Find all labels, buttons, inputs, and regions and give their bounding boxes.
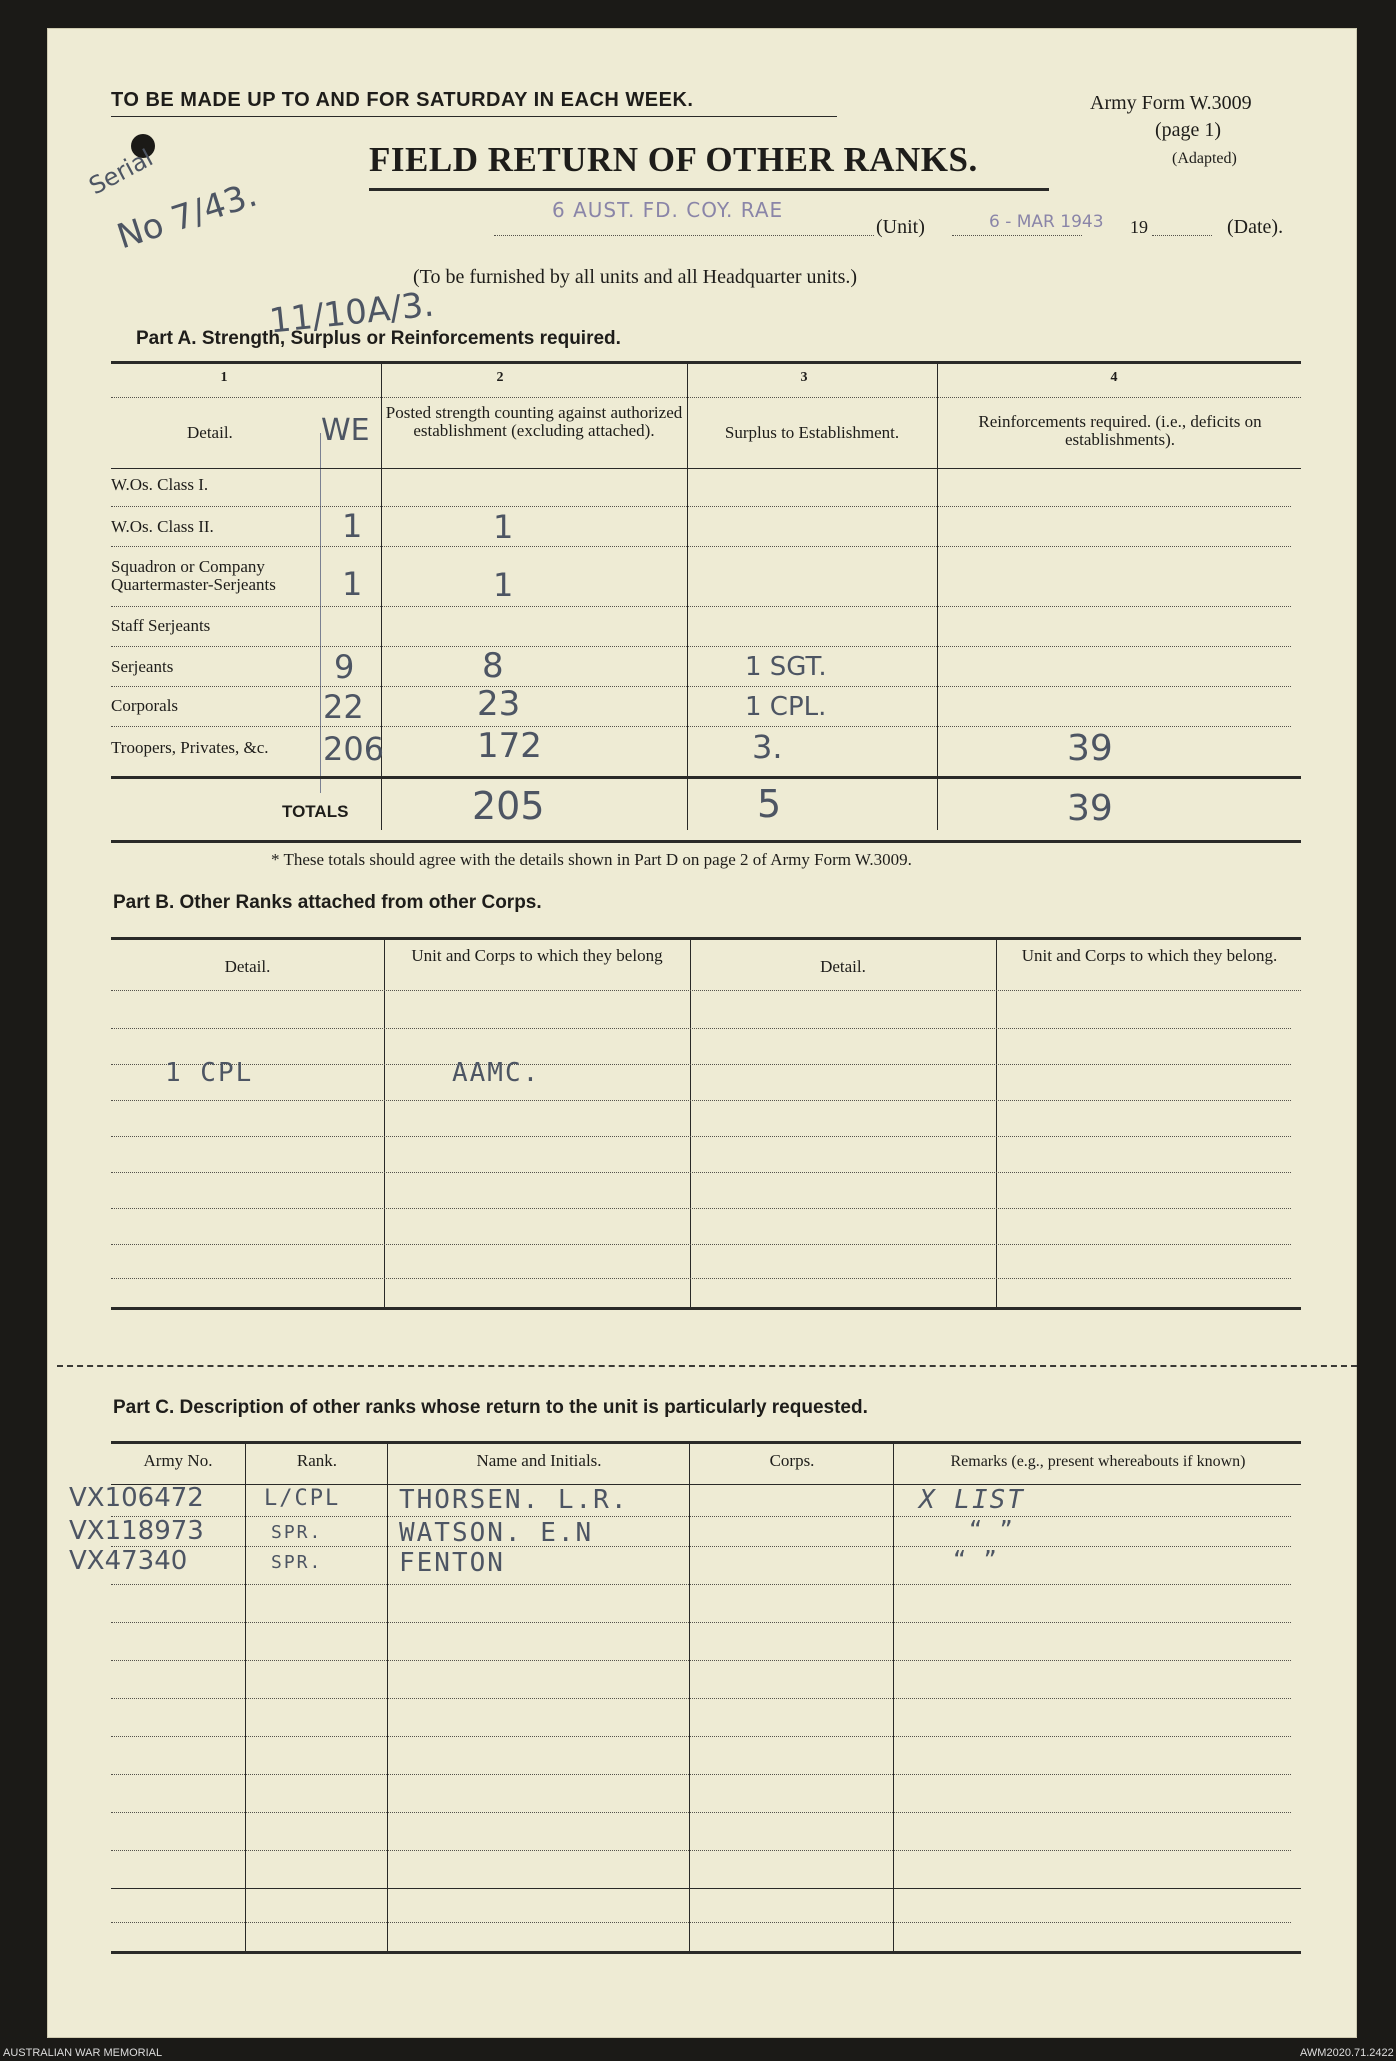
row-label: Serjeants <box>111 657 174 676</box>
reinforcements-header: Reinforcements required. (i.e., deficits on establishments). <box>978 412 1262 449</box>
row-label: Troopers, Privates, &c. <box>111 738 269 757</box>
remarks: “ ” <box>953 1548 999 1573</box>
part-a-divider <box>937 361 938 830</box>
rank: SPR. <box>271 1522 323 1543</box>
row-label: W.Os. Class I. <box>111 475 209 494</box>
we-value: 9 <box>334 648 355 686</box>
totals-label: TOTALS <box>282 802 349 821</box>
part-c-row-rule <box>111 1774 1291 1775</box>
part-b-divider <box>690 937 691 1307</box>
we-value: 206 <box>323 730 385 768</box>
part-c-row-rule <box>111 1922 1291 1923</box>
surplus-value: 1 CPL. <box>745 692 827 722</box>
reinforcements-value: 39 <box>1067 728 1113 769</box>
part-b-row-rule <box>111 1100 1291 1101</box>
part-b-row-rule <box>111 1244 1291 1245</box>
year-prefix: 19 <box>1130 217 1148 237</box>
part-c-divider <box>689 1441 690 1951</box>
header-bottom-rule <box>111 468 1301 469</box>
form-adapted: (Adapted) <box>1172 150 1237 167</box>
col-number: 2 <box>496 370 504 385</box>
posted-value: 172 <box>477 726 542 766</box>
unit-stamp: 6 AUST. FD. COY. RAE <box>552 198 784 222</box>
surplus-value: 3. <box>752 728 783 766</box>
row-label: Squadron or Company Quartermaster-Serjeants <box>111 557 276 594</box>
part-b-row-rule <box>111 1208 1291 1209</box>
part-c-header-rule <box>111 1484 1301 1485</box>
posted-value: 8 <box>482 646 504 686</box>
part-c-header: Corps. <box>769 1451 815 1470</box>
unit-line <box>494 235 874 236</box>
totals-bottom-rule <box>111 840 1301 843</box>
detail-header: Detail. <box>187 423 233 442</box>
row-label: Corporals <box>111 696 179 715</box>
row-label: W.Os. Class II. <box>111 517 214 536</box>
col-number-rule <box>111 397 1301 398</box>
part-c-row-rule <box>111 1584 1291 1585</box>
we-value: 1 <box>342 565 363 603</box>
part-c-row-rule <box>111 1546 1291 1547</box>
form-sheet <box>47 28 1357 2038</box>
part-b-entry-unit: AAMC. <box>452 1058 541 1088</box>
part-b-row-rule <box>111 1278 1291 1279</box>
surplus-value: 1 SGT. <box>745 652 827 682</box>
totals-footnote: * These totals should agree with the details shown in Part D on page 2 of Army Form W.3009. <box>271 850 912 869</box>
row-rule <box>111 726 1291 727</box>
part-c-row-rule <box>111 1812 1291 1813</box>
weekly-instruction: TO BE MADE UP TO AND FOR SATURDAY IN EACH WEEK. <box>111 89 694 111</box>
posted-value: 23 <box>477 684 521 724</box>
unit-label: (Unit) <box>876 216 925 238</box>
part-c-header: Rank. <box>296 1451 338 1470</box>
row-rule <box>111 546 1291 547</box>
part-b-divider <box>384 937 385 1307</box>
part-c-row-rule <box>111 1660 1291 1661</box>
name-initials: FENTON <box>399 1548 505 1578</box>
part-c-row-rule <box>111 1622 1291 1623</box>
posted-value: 1 <box>493 508 514 546</box>
part-c-title: Part C. Description of other ranks whose return to the unit is particularly requested. <box>113 1397 868 1418</box>
serial-number-note: No 7/43. <box>112 174 262 258</box>
row-rule <box>111 606 1291 607</box>
part-a-divider <box>687 361 688 830</box>
remarks: “ ” <box>969 1518 1015 1543</box>
furnished-note: (To be furnished by all units and all Headquarter units.) <box>413 266 858 288</box>
row-rule <box>111 506 1291 507</box>
reference-note: 11/10A/3. <box>267 284 436 342</box>
name-initials: THORSEN. L.R. <box>399 1485 629 1515</box>
totals-top-rule <box>111 776 1301 779</box>
posted-value: 1 <box>493 566 514 604</box>
army-number: VX106472 <box>69 1483 204 1513</box>
part-c-row-rule <box>111 1698 1291 1699</box>
part-c-divider <box>245 1441 246 1951</box>
page-title: FIELD RETURN OF OTHER RANKS. <box>369 140 978 179</box>
rank: SPR. <box>271 1552 323 1573</box>
part-c-header: Name and Initials. <box>476 1451 602 1470</box>
form-page: (page 1) <box>1155 119 1222 141</box>
remarks: X LIST <box>919 1485 1025 1515</box>
col-number: 3 <box>800 370 808 385</box>
part-c-row-rule <box>111 1888 1301 1889</box>
perforation-line <box>57 1365 1357 1367</box>
year-line <box>1152 235 1212 236</box>
part-b-unit-header: Unit and Corps to which they belong <box>411 946 663 965</box>
part-c-bottom-rule <box>111 1951 1301 1954</box>
we-value: 1 <box>342 507 363 545</box>
date-stamp: 6 - MAR 1943 <box>989 212 1104 232</box>
totals-reinforcements: 39 <box>1067 788 1113 829</box>
footer-left: AUSTRALIAN WAR MEMORIAL <box>3 2047 163 2059</box>
part-b-unit-header: Unit and Corps to which they belong. <box>1021 946 1278 965</box>
part-c-row-rule <box>111 1850 1291 1851</box>
part-c-divider <box>387 1441 388 1951</box>
row-rule <box>111 686 1291 687</box>
we-value: 22 <box>323 688 364 726</box>
row-label: Staff Serjeants <box>111 616 211 635</box>
form-number: Army Form W.3009 <box>1090 92 1252 114</box>
part-b-title: Part B. Other Ranks attached from other Corps. <box>113 892 542 913</box>
surplus-header: Surplus to Establishment. <box>724 423 900 442</box>
we-column-line <box>320 433 321 793</box>
totals-surplus: 5 <box>757 782 782 826</box>
footer-right: AWM2020.71.2422 <box>1300 2047 1394 2059</box>
part-b-row-rule <box>111 1172 1291 1173</box>
row-rule <box>111 646 1291 647</box>
part-b-detail-header: Detail. <box>820 957 866 976</box>
part-c-top-rule <box>111 1441 1301 1444</box>
part-b-top-rule <box>111 937 1301 940</box>
part-c-row-rule <box>111 1516 1291 1517</box>
col-number: 1 <box>220 370 228 385</box>
part-b-divider <box>996 937 997 1307</box>
we-header: WE <box>321 413 370 448</box>
rank: L/CPL <box>264 1486 341 1511</box>
posted-header: Posted strength counting against authorized establishment (excluding attached). <box>385 403 683 440</box>
part-b-row-rule <box>111 1136 1291 1137</box>
part-c-header: Remarks (e.g., present whereabouts if known) <box>950 1453 1246 1470</box>
col-number: 4 <box>1110 370 1118 385</box>
totals-posted: 205 <box>472 784 545 828</box>
part-b-header-rule <box>111 990 1301 991</box>
date-line <box>952 235 1082 236</box>
part-c-header: Army No. <box>143 1451 213 1470</box>
serial-note: Serial <box>84 143 158 201</box>
title-underline <box>369 188 1049 191</box>
part-b-detail-header: Detail. <box>224 957 271 976</box>
instruction-underline <box>111 116 837 117</box>
name-initials: WATSON. E.N <box>399 1518 594 1548</box>
army-number: VX118973 <box>69 1516 204 1546</box>
part-b-row-rule <box>111 1064 1291 1065</box>
part-c-row-rule <box>111 1736 1291 1737</box>
part-b-entry-detail: 1 CPL <box>165 1058 254 1088</box>
part-a-top-rule <box>111 361 1301 364</box>
part-c-divider <box>893 1441 894 1951</box>
part-b-bottom-rule <box>111 1307 1301 1310</box>
part-b-row-rule <box>111 1028 1291 1029</box>
part-a-title: Part A. Strength, Surplus or Reinforcements required. <box>136 328 621 349</box>
army-number: VX47340 <box>69 1546 188 1576</box>
date-label: (Date). <box>1227 216 1284 238</box>
